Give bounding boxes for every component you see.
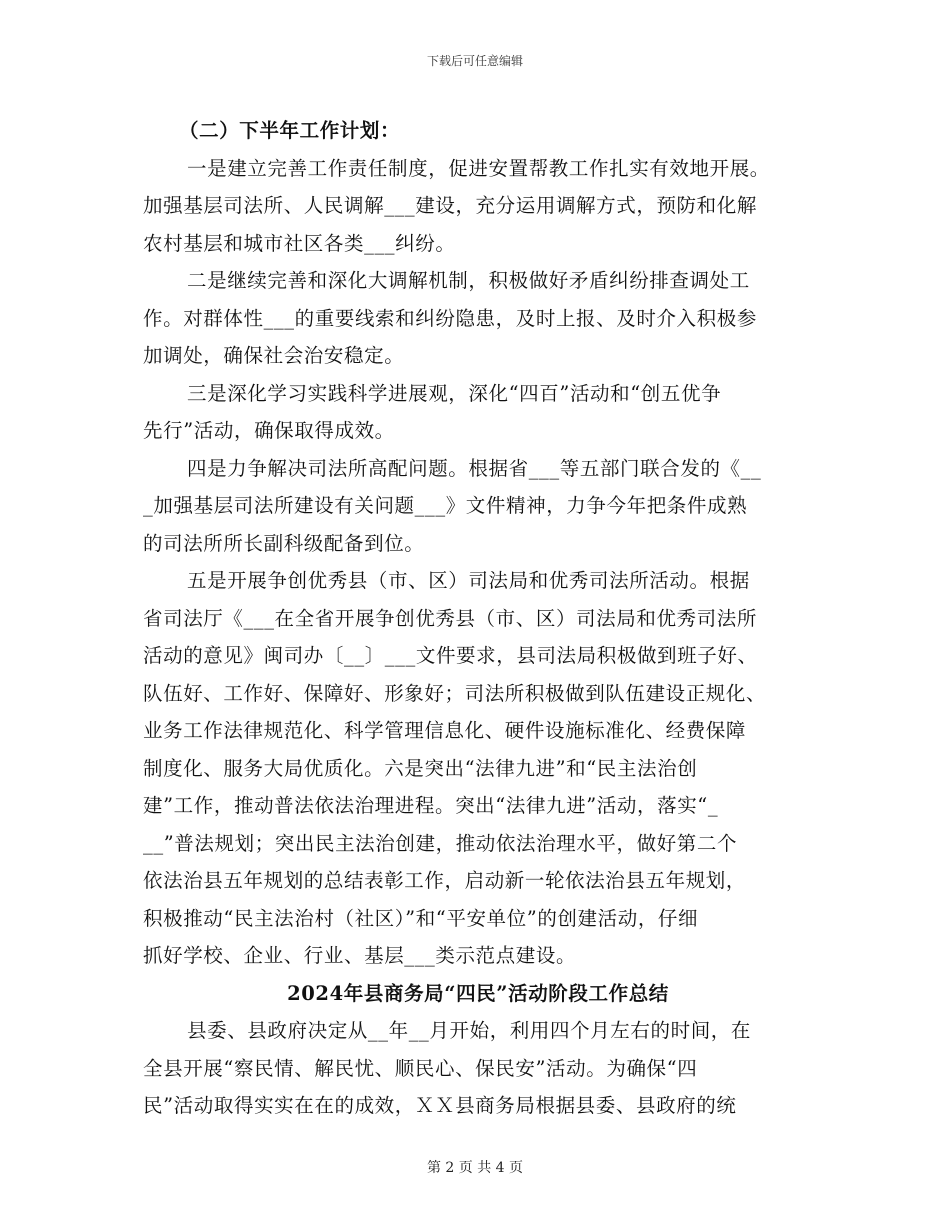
paragraph-line: 业务工作法律规范化、科学管理信息化、硬件设施标准化、经费保障 [143,719,747,742]
paragraph-line: _加强基层司法所建设有关问题___》文件精神，力争今年把条件成熟 [143,494,748,517]
paragraph-line: 先行”活动，确保取得成效。 [143,419,395,442]
paragraph-line: __”普法规划；突出民主法治创建，推动依法治理水平，做好第二个 [143,831,738,855]
paragraph-line: 三是深化学习实践科学进展观，深化“四百”活动和“创五优争 [187,381,722,405]
paragraph-line: 全县开展“察民情、解民忧、顺民心、保民安”活动。为确保“四 [143,1056,698,1080]
paragraph-line: 建”工作，推动普法依法治理进程。突出“法律九进”活动，落实“_ [143,794,719,817]
document-body [143,112,803,1125]
paragraph-line: 队伍好、工作好、保障好、形象好；司法所积极做到队伍建设正规化、 [143,681,767,705]
paragraph-line: 积极推动“民主法治村（社区）”和“平安单位”的创建活动，仔细 [143,906,699,930]
paragraph-line: 省司法厅《___在全省开展争创优秀县（市、区）司法局和优秀司法所 [143,606,757,630]
paragraph-line: 县委、县政府决定从__年__月开始，利用四个月左右的时间，在 [187,1019,752,1042]
article-title: 2024年县商务局“四民”活动阶段工作总结 [287,981,669,1005]
paragraph-line: 加强基层司法所、人民调解___建设，充分运用调解方式，预防和化解 [143,194,757,217]
paragraph-line: 农村基层和城市社区各类___纠纷。 [143,231,456,255]
paragraph-line: 二是继续完善和深化大调解机制，积极做好矛盾纠纷排查调处工 [187,269,750,292]
paragraph-line: 民”活动取得实实在在的成效，ＸＸ县商务局根据县委、县政府的统 [143,1094,737,1117]
paragraph-line: 四是力争解决司法所高配问题。根据省___等五部门联合发的《__ [187,456,762,480]
paragraph-line: 的司法所所长副科级配备到位。 [143,531,425,555]
section-heading: （二）下半年工作计划： [179,119,401,142]
page-footer: 第 2 页 共 4 页 [426,1160,524,1176]
paragraph-line: 抓好学校、企业、行业、基层___类示范点建设。 [143,944,577,967]
paragraph-line: 制度化、服务大局优质化。六是突出“法律九进”和“民主法治创 [143,756,698,780]
paragraph-line: 活动的意见》闽司办〔__〕___文件要求，县司法局积极做到班子好、 [143,644,758,667]
paragraph-line: 加调处，确保社会治安稳定。 [143,344,405,367]
paragraph-line: 依法治县五年规划的总结表彰工作，启动新一轮依法治县五年规划， [143,869,747,892]
page-header: 下载后可任意编辑 [426,54,523,68]
paragraph-line: 一是建立完善工作责任制度，促进安置帮教工作扎实有效地开展。 [187,156,770,180]
paragraph-line: 五是开展争创优秀县（市、区）司法局和优秀司法所活动。根据 [187,569,750,592]
paragraph-line: 作。对群体性___的重要线索和纠纷隐患，及时上报、及时介入积极参 [143,306,757,330]
